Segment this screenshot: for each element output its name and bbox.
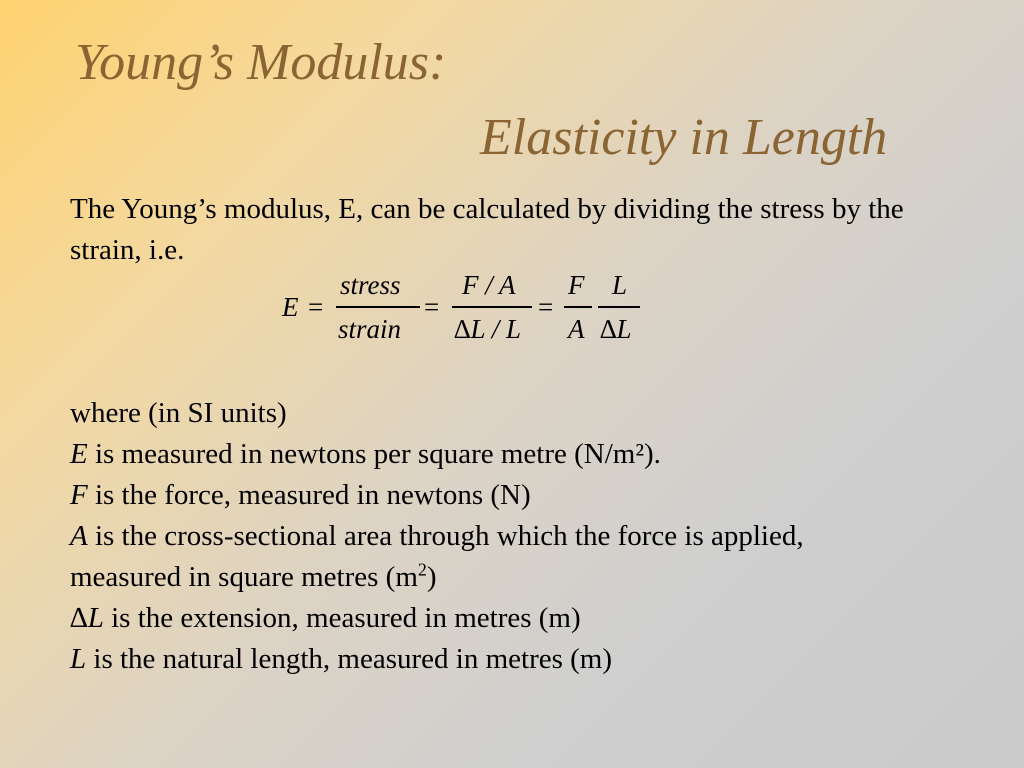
eq-frac1-numerator: stress xyxy=(340,270,401,300)
eq-frac2-den-text: L / L xyxy=(470,314,522,344)
title-line-1: Young’s Modulus: xyxy=(75,34,447,91)
symbol-L: L xyxy=(70,643,87,675)
definition-E-text: is measured in newtons per square metre (N/m²). xyxy=(87,438,661,470)
eq-frac4-den-text: L xyxy=(616,314,632,344)
definition-A-cont-close: ) xyxy=(426,561,437,593)
definition-F xyxy=(70,475,804,516)
title-line-2: Elasticity in Length xyxy=(480,109,888,166)
eq-frac2-bar xyxy=(452,306,532,308)
symbol-A: A xyxy=(70,520,88,552)
eq-equals-2: = xyxy=(424,292,440,322)
definition-delta-L xyxy=(70,598,804,639)
definition-A-text: is the cross-sectional area through which the force is applied, xyxy=(87,520,804,552)
definition-L-text: is the natural length, measured in metres (m) xyxy=(86,643,613,675)
eq-frac2-denominator xyxy=(454,316,521,343)
definitions-list xyxy=(70,393,804,680)
eq-lhs: E xyxy=(282,292,299,322)
delta-symbol: ∆ xyxy=(600,314,617,344)
slide-title xyxy=(0,0,1024,175)
intro-paragraph: The Young’s modulus, E, can be calculated by dividing the stress by the strain, i.e. xyxy=(70,193,904,266)
eq-frac3-numerator: F xyxy=(568,270,585,300)
eq-frac4-denominator xyxy=(600,316,632,343)
definition-delta-L-text: is the extension, measured in metres (m) xyxy=(103,602,581,634)
eq-frac3-bar xyxy=(564,306,592,308)
eq-frac4-bar xyxy=(598,306,640,308)
eq-frac1-bar xyxy=(336,306,420,308)
definitions-heading: where (in SI units) xyxy=(70,397,287,429)
eq-frac1-denominator: strain xyxy=(338,314,402,344)
eq-equals-1: = xyxy=(308,292,324,322)
eq-frac4-numerator: L xyxy=(612,270,628,300)
symbol-E: E xyxy=(70,438,88,470)
definition-E xyxy=(70,434,804,475)
eq-equals-3: = xyxy=(538,292,554,322)
symbol-F: F xyxy=(70,479,88,511)
eq-frac3-denominator: A xyxy=(568,314,585,344)
definition-A xyxy=(70,516,804,557)
definition-A-cont-text: measured in square metres (m xyxy=(70,561,418,593)
definition-L xyxy=(70,639,804,680)
superscript-2: 2 xyxy=(417,559,427,580)
symbol-delta-L: ∆L xyxy=(70,602,104,634)
eq-frac2-numerator: F / A xyxy=(462,270,516,300)
definition-A-continued xyxy=(70,557,804,598)
definition-F-text: is the force, measured in newtons (N) xyxy=(87,479,531,511)
delta-symbol: ∆ xyxy=(454,314,471,344)
